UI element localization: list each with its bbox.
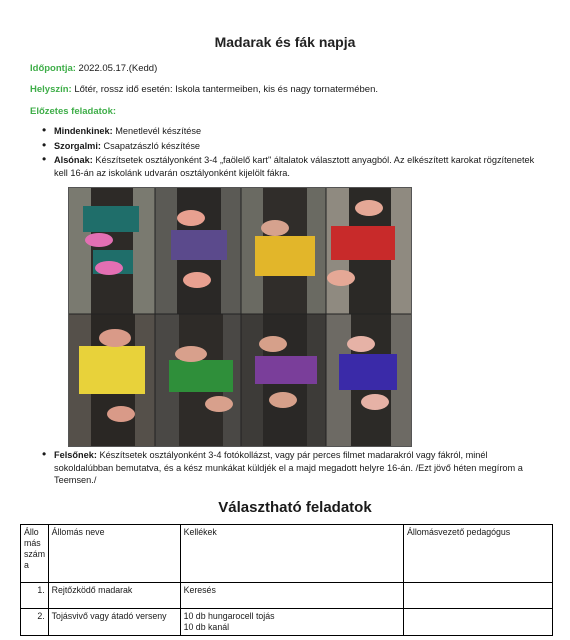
list-item: • Alsónak: Készítsetek osztályonként 3-4 „faölelő kart" általatok választott anyagból. Az elkészített karokat rögzítenetek kell 16-án az iskolánk udvarán osztályonként kijelölt fákra. <box>30 154 545 179</box>
pre-tasks-heading: Előzetes feladatok: <box>30 106 117 117</box>
table-cell <box>404 583 553 609</box>
date-line <box>30 63 157 75</box>
table-header-cell: Állomás neve <box>48 525 180 583</box>
list-item: • Szorgalmi: Csapatzászló készítése <box>30 140 545 153</box>
table-cell: Rejtőzködő madarak <box>48 583 180 609</box>
table-header-row <box>21 525 553 583</box>
date-value: 2022.05.17.(Kedd) <box>75 63 158 74</box>
table-cell: 2. <box>21 609 49 636</box>
table-header-cell: Állo más szám a <box>21 525 49 583</box>
table-cell: 10 db hungarocell tojás 10 db kanál <box>180 609 403 636</box>
table-row <box>21 609 553 636</box>
table-header-cell: Kellékek <box>180 525 403 583</box>
felsok-item: • Felsőnek: Készítsetek osztályonként 3-4 fotókollázst, vagy pár perces filmet madarakról vagy fákról, minél sokoldalúbban bemutatva, és a kész munkákat küldjék el a majd megadott helyre 16-án. /Ezt jövő héten megírom a Teemsen./ <box>42 447 523 485</box>
place-value: Lőtér, rossz idő esetén: Iskola tantermeiben, kis és nagy tornatermében. <box>71 84 378 95</box>
table-cell <box>404 609 553 636</box>
section-subtitle: Választható feladatok <box>218 499 372 516</box>
list-item: • Mindenkinek: Menetlevél készítése <box>30 125 545 138</box>
table-header-cell: Állomásvezető pedagógus <box>404 525 553 583</box>
stations-table <box>20 524 553 636</box>
place-line <box>30 84 378 96</box>
table-cell: 1. <box>21 583 49 609</box>
task-list <box>30 125 545 181</box>
table-row <box>21 583 553 609</box>
date-label: Időpontja: <box>30 63 76 74</box>
tree-arms-photo-collage <box>68 187 412 447</box>
page-title: Madarak és fák napja <box>214 34 356 50</box>
table-cell: Tojásvivő vagy átadó verseny <box>48 609 180 636</box>
table-cell: Keresés <box>180 583 403 609</box>
place-label: Helyszín: <box>30 84 72 95</box>
